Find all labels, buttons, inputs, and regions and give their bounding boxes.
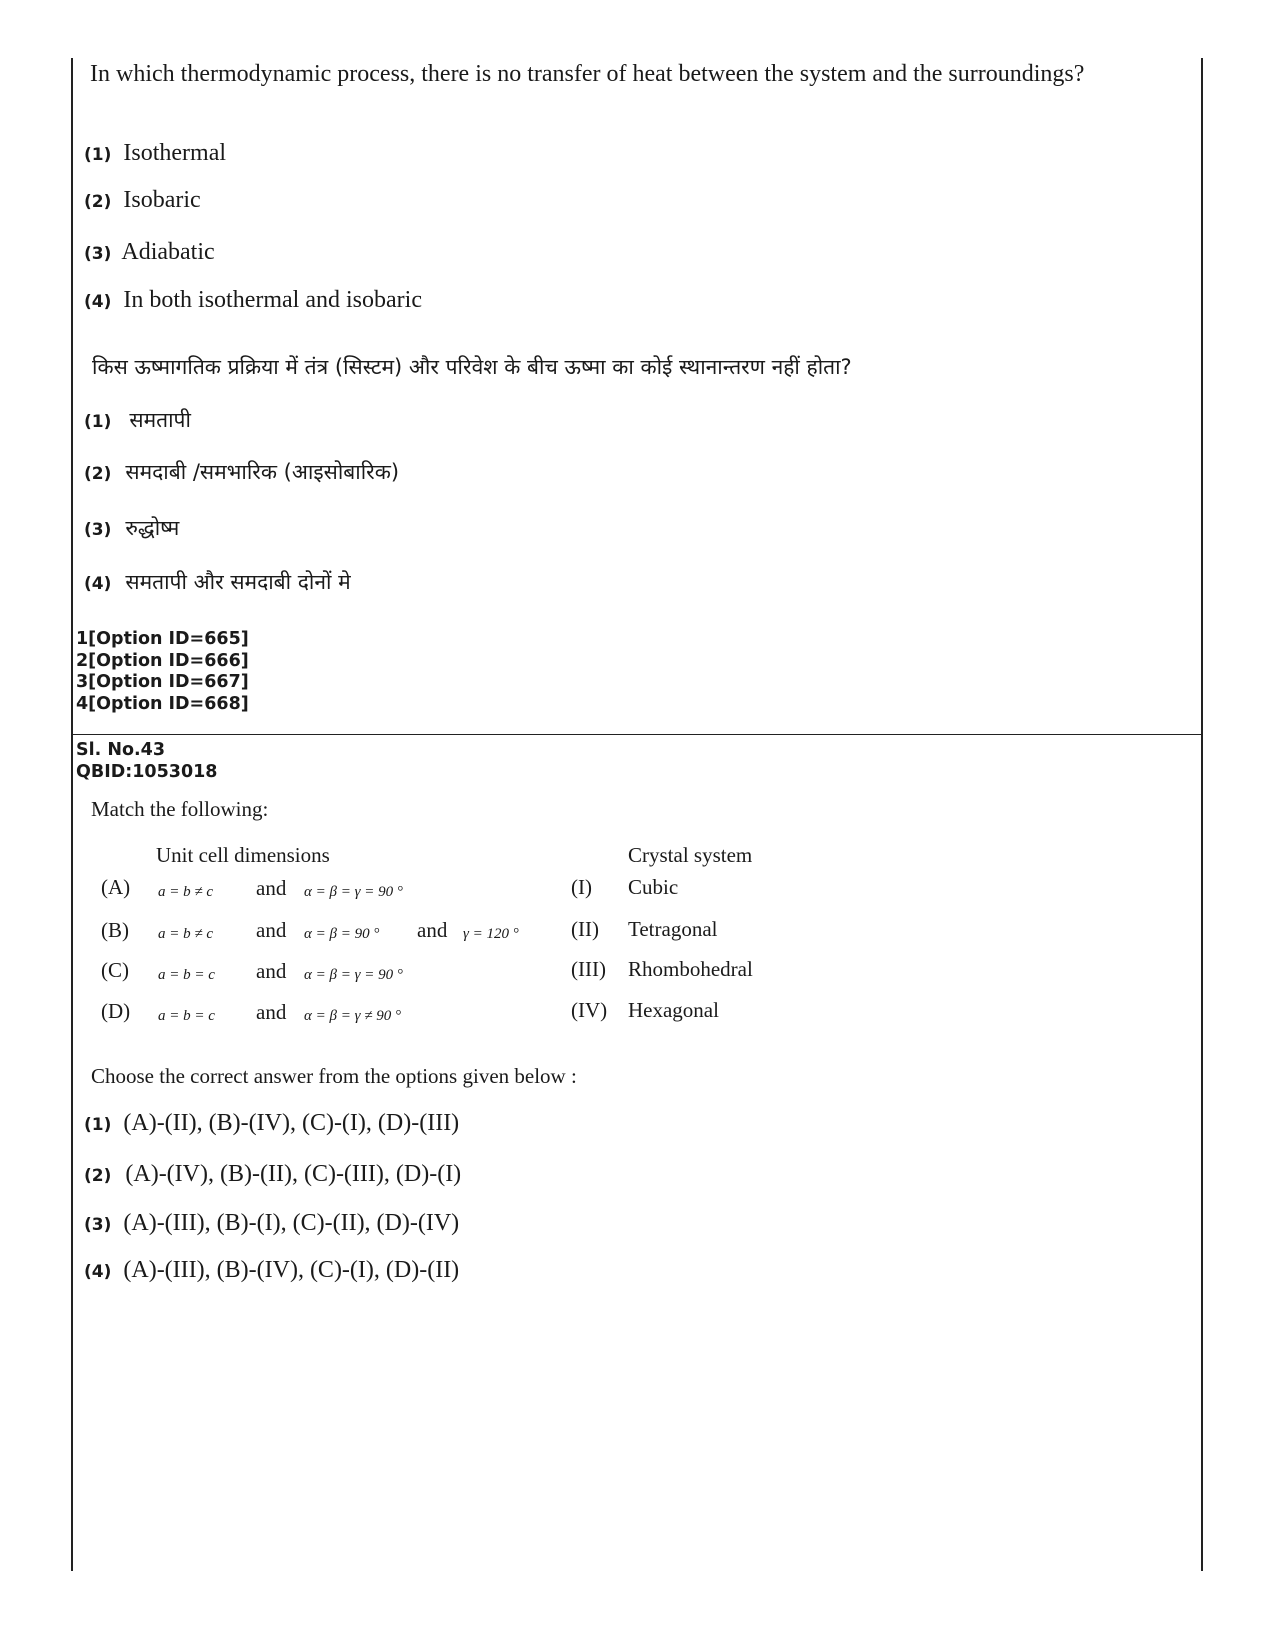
left-border xyxy=(71,58,73,1571)
right-border xyxy=(1201,58,1203,1571)
option-hi-2: (2) समदाबी /समभारिक (आइसोबारिक) xyxy=(84,460,400,484)
qbid: QBID:1053018 xyxy=(76,761,218,782)
right-column-header: Crystal system xyxy=(628,843,753,867)
option-id-4: 4[Option ID=668] xyxy=(76,693,249,714)
option-q43-1: (1) (A)-(II), (B)-(IV), (C)-(I), (D)-(III) xyxy=(84,1110,460,1136)
option-id-list xyxy=(76,629,249,715)
answer-instruction: Choose the correct answer from the options given below : xyxy=(91,1064,577,1088)
match-prompt: Match the following: xyxy=(91,797,269,821)
option-id-3: 3[Option ID=667] xyxy=(76,672,249,693)
option-hi-3: (3) रुद्धोष्म xyxy=(84,516,180,540)
option-q43-4: (4) (A)-(III), (B)-(IV), (C)-(I), (D)-(II) xyxy=(84,1257,460,1283)
option-hi-4: (4) समतापी और समदाबी दोनों मे xyxy=(84,570,351,594)
question-text-english: In which thermodynamic process, there is no transfer of heat between the system and the surroundings? xyxy=(90,61,1085,87)
option-hi-1: (1) समतापी xyxy=(84,408,191,432)
question-text-hindi: किस ऊष्मागतिक प्रक्रिया में तंत्र (सिस्टम) और परिवेश के बीच ऊष्मा का कोई स्थानान्तरण नहीं होता? xyxy=(92,355,852,379)
serial-number: Sl. No.43 xyxy=(76,740,166,760)
option-id-2: 2[Option ID=666] xyxy=(76,650,249,671)
option-en-3: (3) Adiabatic xyxy=(84,239,215,265)
option-en-4: (4) In both isothermal and isobaric xyxy=(84,287,422,313)
option-en-1: (1) Isothermal xyxy=(84,140,227,166)
option-en-2: (2) Isobaric xyxy=(84,187,201,213)
option-q43-3: (3) (A)-(III), (B)-(I), (C)-(II), (D)-(IV) xyxy=(84,1210,460,1236)
question-divider xyxy=(71,734,1202,735)
option-q43-2: (2) (A)-(IV), (B)-(II), (C)-(III), (D)-(I) xyxy=(84,1161,462,1187)
option-id-1: 1[Option ID=665] xyxy=(76,629,249,649)
left-column-header: Unit cell dimensions xyxy=(156,843,330,867)
question-meta xyxy=(76,740,218,783)
